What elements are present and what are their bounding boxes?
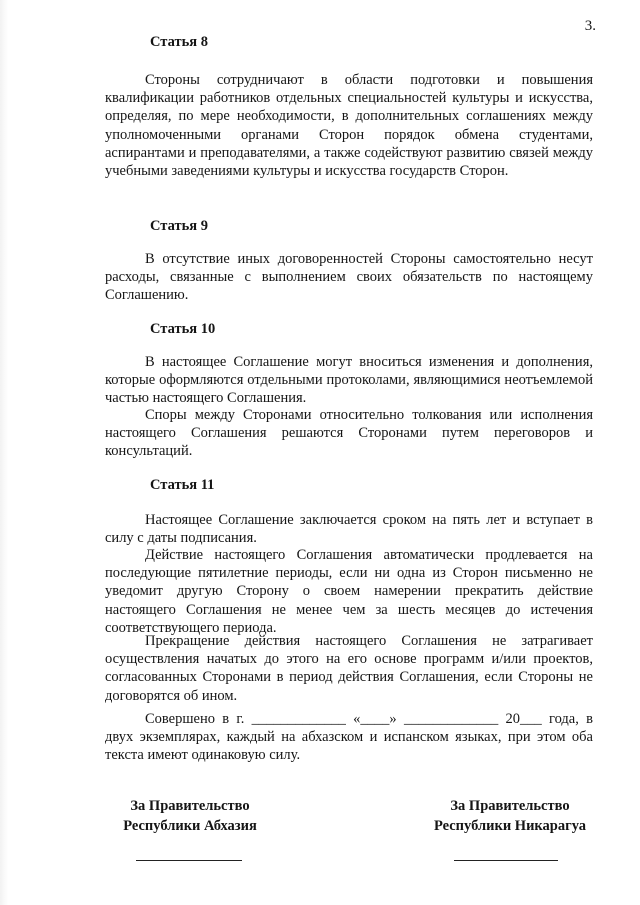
article-9-heading: Статья 9 bbox=[150, 218, 208, 234]
signature-line-right bbox=[454, 860, 558, 861]
article-11-paragraph-3: Прекращение действия настоящего Соглашения не затрагивает осуществления начатых до этого на его основе программ и/или проектов, согласованных Сторонами в период действия Соглашения, если Стороны не договорятся об ином. bbox=[105, 633, 593, 704]
article-8-paragraph-1: Стороны сотрудничают в области подготовки и повышения квалификации работников отдельных специальностей культуры и искусства, определяя, по мере необходимости, в дополнительных соглашениях между уполномоченными органами Сторон порядок обмена студентами, аспирантами и преподавателями, а также содействуют развитию связей между учебными заведениями культуры и искусства государств Сторон. bbox=[105, 72, 593, 180]
signature-left-line1: За Правительство bbox=[130, 798, 250, 814]
article-11-paragraph-2: Действие настоящего Соглашения автоматически продлевается на последующие пятилетние периоды, если ни одна из Сторон письменно не уведомит другую Сторону о своем намерении прекратить действие настоящего Соглашения не менее чем за шесть месяцев до истечения соответствующего периода. bbox=[105, 547, 593, 636]
article-11-heading: Статья 11 bbox=[150, 477, 215, 493]
closing-paragraph: Совершено в г. _____________ «____» _____________ 20___ года, в двух экземплярах, каждый на абхазском и испанском языках, при этом оба текста имеют одинаковую силу. bbox=[105, 711, 593, 764]
signature-right-line2: Республики Никарагуа bbox=[433, 818, 587, 834]
article-10-paragraph-2: Споры между Сторонами относительно толкования или исполнения настоящего Соглашения решаются Сторонами путем переговоров и консультаций. bbox=[105, 407, 593, 460]
signature-block-nicaragua bbox=[420, 796, 600, 836]
article-11-paragraph-1: Настоящее Соглашение заключается сроком на пять лет и вступает в силу с даты подписания. bbox=[105, 512, 593, 547]
page-number: 3. bbox=[584, 18, 596, 34]
article-9-paragraph-1: В отсутствие иных договоренностей Стороны самостоятельно несут расходы, связанные с выполнением своих обязательств по настоящему Соглашению. bbox=[105, 251, 593, 304]
signature-line-left bbox=[136, 860, 242, 861]
signature-right-line1: За Правительство bbox=[450, 798, 570, 814]
article-10-heading: Статья 10 bbox=[150, 321, 216, 337]
article-8-heading: Статья 8 bbox=[150, 34, 208, 50]
scan-edge-shadow bbox=[0, 0, 8, 905]
article-10-paragraph-1: В настоящее Соглашение могут вноситься изменения и дополнения, которые оформляются отдельными протоколами, являющимися неотъемлемой частью настоящего Соглашения. bbox=[105, 354, 593, 407]
signature-block-abkhazia bbox=[100, 796, 280, 836]
signature-left-line2: Республики Абхазия bbox=[123, 818, 257, 834]
